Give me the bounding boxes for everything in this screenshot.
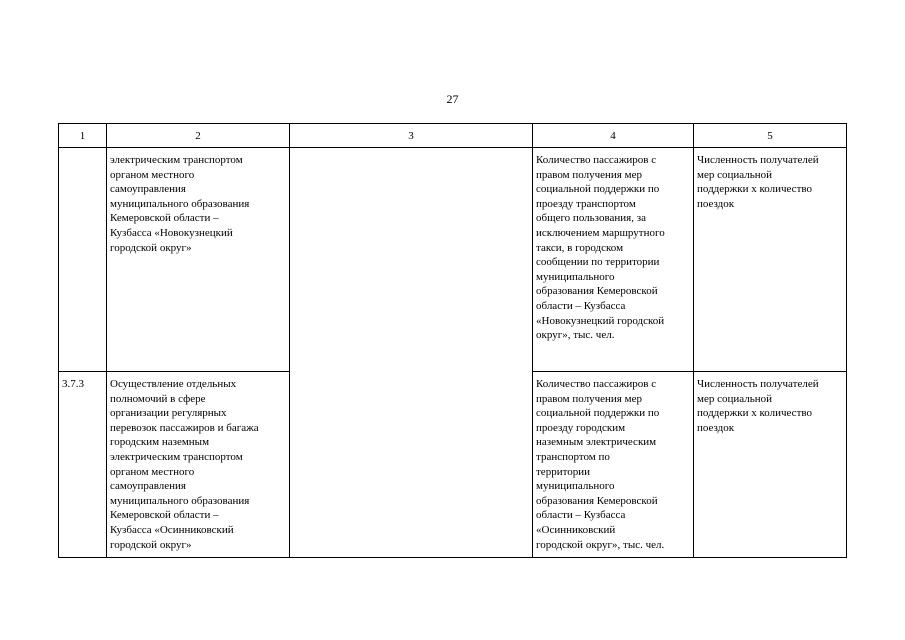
column-3-cell: [290, 148, 533, 558]
row-number: 3.7.3: [59, 372, 107, 558]
page-number: 27: [446, 92, 459, 106]
indicator-description: Количество пассажиров с правом получения мер социальной поддержки по проезду транспортом общего пользования, за исключением маршрутного такси, в городском сообщении по территории муниципального образования Кемеровской области – Кузбасса «Новокузнецкий городской округ», тыс. чел.: [533, 148, 694, 372]
indicator-table: [58, 123, 847, 558]
calculation-method: Численность получателей мер социальной поддержки х количество поездок: [694, 148, 847, 372]
table-row: [59, 148, 847, 372]
measure-description: Осуществление отдельных полномочий в сфере организации регулярных перевозок пассажиров и багажа городским наземным электрическим транспортом органом местного самоуправления муниципального образования Кемеровской области – Кузбасса «Осинниковский городской округ»: [107, 372, 290, 558]
row-number: [59, 148, 107, 372]
header-col-2: 2: [107, 124, 290, 148]
indicator-description: Количество пассажиров с правом получения мер социальной поддержки по проезду городским наземным электрическим транспортом по территории муниципального образования Кемеровской области – Кузбасса «Осинниковский городской округ», тыс. чел.: [533, 372, 694, 558]
header-col-3: 3: [290, 124, 533, 148]
measure-description: электрическим транспортом органом местного самоуправления муниципального образования Кемеровской области – Кузбасса «Новокузнецкий городской округ»: [107, 148, 290, 372]
header-col-4: 4: [533, 124, 694, 148]
header-col-1: 1: [59, 124, 107, 148]
calculation-method: Численность получателей мер социальной поддержки х количество поездок: [694, 372, 847, 558]
header-row: [59, 124, 847, 148]
header-col-5: 5: [694, 124, 847, 148]
